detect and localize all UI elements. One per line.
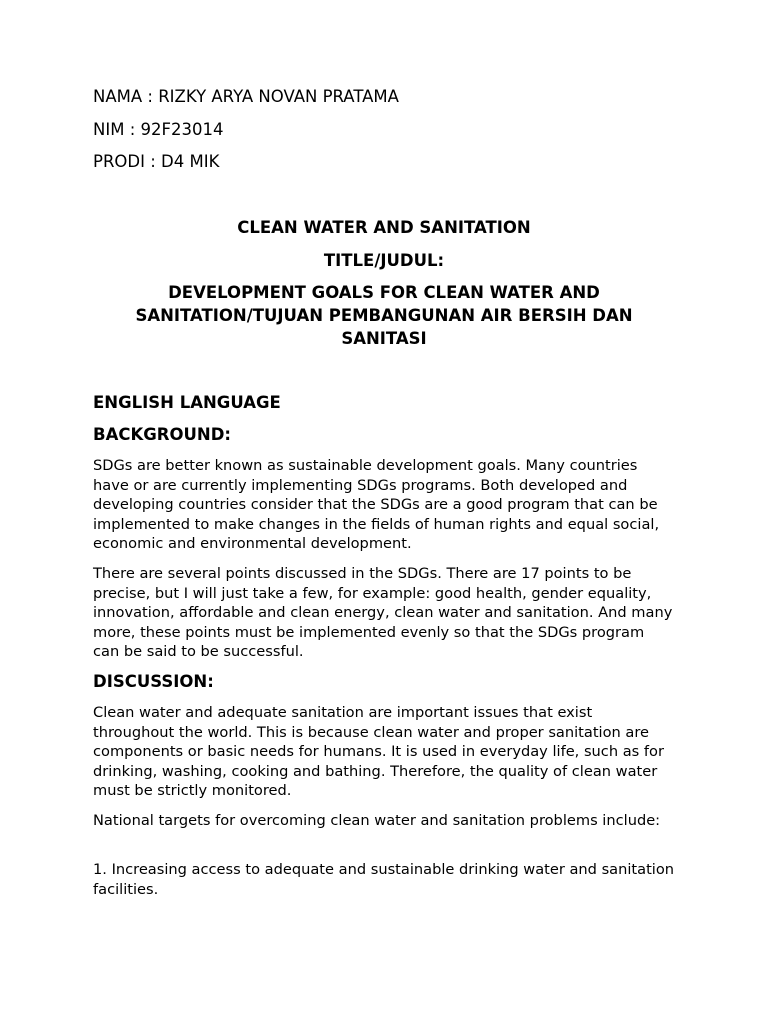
discussion-heading: DISCUSSION: xyxy=(93,672,214,691)
background-heading: BACKGROUND: xyxy=(93,425,232,444)
discussion-list-item-1: 1. Increasing access to adequate and sustainable drinking water and sanitation facilities. xyxy=(93,861,675,898)
title-label: TITLE/JUDUL: xyxy=(323,251,445,270)
discussion-paragraph-1: Clean water and adequate sanitation are important issues that exist throughout the world. This is because clean water and proper sanitation are components or basic needs for humans. It is used in everyday life, such as for drinking, washing, cooking and bathing. Therefore, the quality of clean water must be strictly monitored. xyxy=(93,704,664,800)
full-title: DEVELOPMENT GOALS FOR CLEAN WATER AND SANITATION/TUJUAN PEMBANGUNAN AIR BERSIH DAN SANITASI xyxy=(135,283,633,348)
language-heading: ENGLISH LANGUAGE xyxy=(93,393,281,412)
discussion-paragraph-2: National targets for overcoming clean water and sanitation problems include: xyxy=(93,812,661,829)
background-paragraph-1: SDGs are better known as sustainable development goals. Many countries have or are currently implementing SDGs programs. Both developed and developing countries consider that the SDGs are a good program that can be implemented to make changes in the fields of human rights and equal social, economic and environmental development. xyxy=(93,457,660,553)
background-paragraph-2: There are several points discussed in the SDGs. There are 17 points to be precise, but I will just take a few, for example: good health, gender equality, innovation, affordable and clean energy, clean water and sanitation. And many more, these points must be implemented evenly so that the SDGs program can be said to be successful. xyxy=(93,565,673,661)
document-title: CLEAN WATER AND SANITATION xyxy=(237,218,531,237)
student-nim: NIM : 92F23014 xyxy=(93,120,224,139)
student-name: NAMA : RIZKY ARYA NOVAN PRATAMA xyxy=(93,87,399,106)
student-prodi: PRODI : D4 MIK xyxy=(93,152,220,171)
